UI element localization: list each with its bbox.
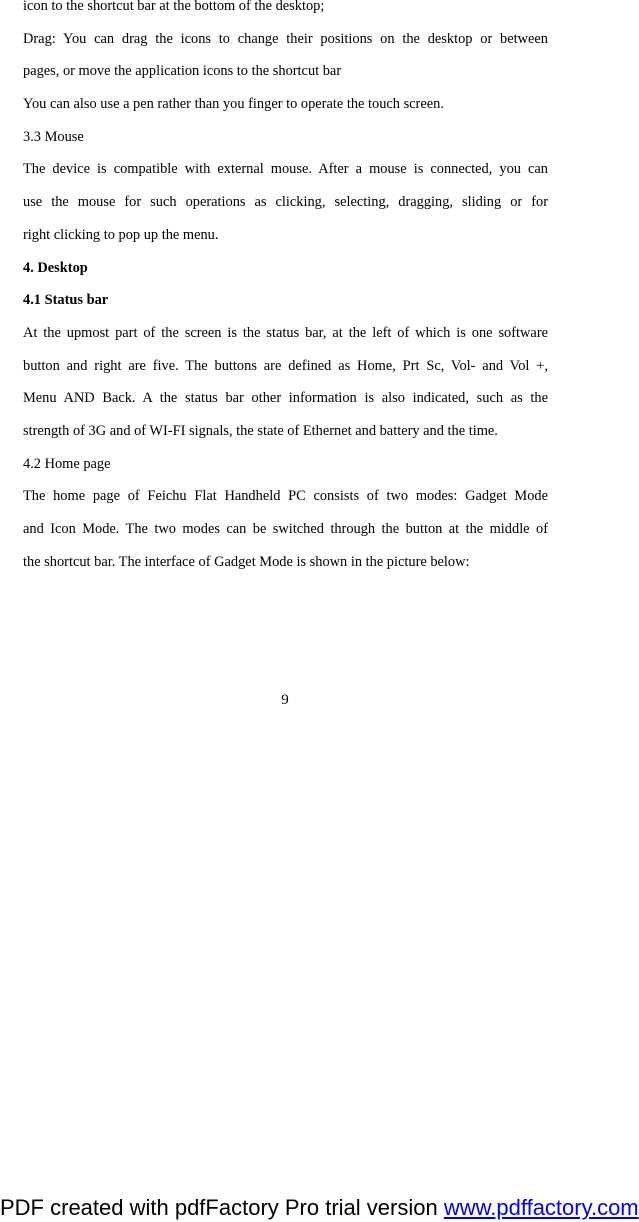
pdf-footer-banner xyxy=(0,1193,639,1222)
text-line: The home page of Feichu Flat Handheld PC consists of two modes: Gadget Mode xyxy=(23,488,548,505)
text-line: the shortcut bar. The interface of Gadget Mode is shown in the picture below: xyxy=(23,553,470,570)
text-line: You can also use a pen rather than you finger to operate the touch screen. xyxy=(23,96,444,113)
text-line: and Icon Mode. The two modes can be switched through the button at the middle of xyxy=(23,521,548,537)
text-line: pages, or move the application icons to the shortcut bar xyxy=(23,63,342,80)
text-line: use the mouse for such operations as clicking, selecting, dragging, sliding or for xyxy=(23,194,548,211)
footer-text: PDF created with pdfFactory Pro trial version xyxy=(0,1195,444,1220)
text-line: button and right are five. The buttons are defined as Home, Prt Sc, Vol- and Vol +, xyxy=(23,357,548,374)
section-heading-mouse: 3.3 Mouse xyxy=(23,128,84,145)
section-heading-status-bar: 4.1 Status bar xyxy=(23,292,109,309)
section-heading-home-page: 4.2 Home page xyxy=(23,455,111,472)
footer-link[interactable]: www.pdffactory.com xyxy=(443,1195,639,1220)
text-line: right clicking to pop up the menu. xyxy=(23,226,219,243)
page-number: 9 xyxy=(281,692,289,708)
section-heading-desktop: 4. Desktop xyxy=(23,259,88,276)
text-line: Menu AND Back. A the status bar other information is also indicated, such as the xyxy=(23,390,548,407)
body-text xyxy=(23,0,548,578)
text-line: The device is compatible with external mouse. After a mouse is connected, you can xyxy=(23,161,548,178)
text-line: icon to the shortcut bar at the bottom of the desktop; xyxy=(23,0,325,14)
text-line: strength of 3G and of WI-FI signals, the state of Ethernet and battery and the time. xyxy=(23,422,498,439)
text-line: At the upmost part of the screen is the status bar, at the left of which is one software xyxy=(23,324,548,341)
text-line: Drag: You can drag the icons to change their positions on the desktop or between xyxy=(23,30,548,47)
